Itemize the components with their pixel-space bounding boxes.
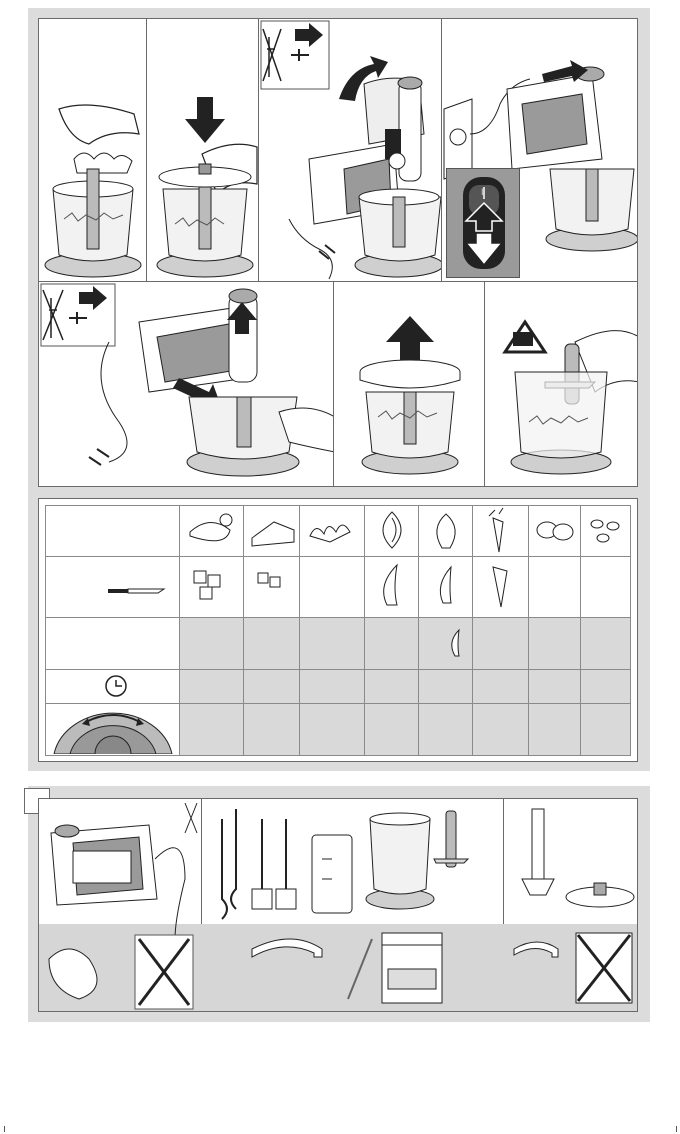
quantity-cell xyxy=(244,618,300,670)
beaters-icon xyxy=(252,819,296,909)
garlic-icon xyxy=(418,506,472,557)
step-remove-motor-illustration xyxy=(39,282,334,487)
time-cell xyxy=(418,670,472,704)
speed-cell xyxy=(244,704,300,756)
step-remove-blade-illustration xyxy=(485,282,638,487)
blender-shaft-icon xyxy=(522,809,554,895)
step-attach-motor-illustration xyxy=(259,19,442,282)
switch-icon xyxy=(447,169,521,279)
step-attach-motor xyxy=(258,18,442,282)
knife-icon xyxy=(46,557,180,618)
meat-icon xyxy=(180,506,244,557)
step-remove-lid-illustration xyxy=(334,282,485,487)
speed-cell xyxy=(364,704,418,756)
switch-inset xyxy=(446,168,520,278)
garlic-clove-icon xyxy=(418,557,472,618)
speed-cell xyxy=(528,704,580,756)
chopper-bowl-icon xyxy=(366,813,434,909)
dishwasher-icon xyxy=(382,933,442,1003)
crop-mark xyxy=(676,1126,677,1132)
time-cell xyxy=(472,670,528,704)
blade-icon xyxy=(434,811,468,867)
speed-cell xyxy=(580,704,630,756)
carrot-pieces-icon xyxy=(472,557,528,618)
no-water-icon xyxy=(135,935,193,1009)
chopper-bowl-icon xyxy=(355,189,442,277)
speed-dial-icon xyxy=(46,704,180,756)
blade-warning-icon xyxy=(505,322,545,352)
cheese-icon xyxy=(244,506,300,557)
onion-icon xyxy=(364,506,418,557)
quantity-header xyxy=(46,618,180,670)
switch-label: I xyxy=(481,187,484,197)
step-add-food-illustration xyxy=(39,19,147,282)
speed-cell xyxy=(180,704,244,756)
arrow-up-icon xyxy=(386,316,434,362)
time-cell xyxy=(244,670,300,704)
speed-cell xyxy=(300,704,364,756)
chopper-bowl-icon xyxy=(362,392,458,474)
wall-socket-icon xyxy=(444,99,472,179)
quantity-row xyxy=(46,618,631,670)
unplugged-icon xyxy=(261,21,329,89)
step-add-food xyxy=(38,18,147,282)
almond-icon xyxy=(580,506,630,557)
chopper-lid-icon xyxy=(566,883,634,907)
chopper-bowl-icon xyxy=(157,187,253,277)
quantity-cell xyxy=(418,618,472,670)
processing-table-panel xyxy=(38,498,638,762)
dough-hooks-icon xyxy=(222,809,236,919)
chopper-bowl-icon xyxy=(187,397,299,476)
time-row xyxy=(46,670,631,704)
wipe-cloth-icon xyxy=(49,949,97,999)
tap-water-icon xyxy=(252,939,322,957)
walnut-icon xyxy=(528,506,580,557)
time-cell xyxy=(180,670,244,704)
knife-preparation-row xyxy=(46,557,631,618)
herbs-icon xyxy=(300,506,364,557)
time-cell xyxy=(300,670,364,704)
cleaning-blender xyxy=(504,799,638,1012)
cheese-cubes-icon xyxy=(244,557,300,618)
lid-icon xyxy=(360,360,460,388)
quantity-cell xyxy=(528,618,580,670)
step-remove-motor xyxy=(38,281,334,487)
step-place-lid xyxy=(146,18,259,282)
crop-mark xyxy=(4,1126,5,1132)
no-immersion-icon xyxy=(185,803,197,833)
carrot-icon xyxy=(472,506,528,557)
speed-cell xyxy=(418,704,472,756)
mixer-body-icon xyxy=(51,825,185,939)
step-place-lid-illustration xyxy=(147,19,259,282)
quantity-cell xyxy=(580,618,630,670)
quantity-cell xyxy=(364,618,418,670)
unplugged-icon xyxy=(41,284,115,346)
cleaning-panel xyxy=(38,798,638,1012)
no-dishwasher-icon xyxy=(576,933,632,1003)
speed-row xyxy=(46,704,631,756)
food-row xyxy=(46,506,631,557)
onion-quarter-icon xyxy=(364,557,418,618)
motor-unit-icon xyxy=(507,60,604,169)
time-cell xyxy=(528,670,580,704)
step-plug-and-run xyxy=(441,18,638,282)
time-cell xyxy=(364,670,418,704)
tap-water-icon xyxy=(514,942,558,957)
step-remove-blade xyxy=(484,281,638,487)
speed-cell xyxy=(472,704,528,756)
chopper-bowl-icon xyxy=(45,169,141,277)
meat-cubes-icon xyxy=(180,557,244,618)
food-pieces-icon xyxy=(74,153,132,173)
beaker-icon xyxy=(312,835,352,913)
processing-table xyxy=(45,505,631,756)
chopper-bowl-icon xyxy=(511,372,611,474)
hand-icon xyxy=(59,105,139,144)
walnut-prep-empty xyxy=(528,557,580,618)
time-cell xyxy=(580,670,630,704)
herbs-prep-empty xyxy=(300,557,364,618)
almond-prep-empty xyxy=(580,557,630,618)
row-header-empty xyxy=(46,506,180,557)
step-remove-lid xyxy=(333,281,485,487)
arrow-down-icon xyxy=(185,97,225,143)
cleaning-accessories xyxy=(202,799,502,1012)
motor-unit-icon xyxy=(139,289,257,410)
clock-icon xyxy=(46,670,180,704)
quantity-cell xyxy=(180,618,244,670)
quantity-cell xyxy=(472,618,528,670)
quantity-cell xyxy=(300,618,364,670)
cleaning-motor-unit xyxy=(39,799,201,1012)
chopper-bowl-icon xyxy=(546,169,638,251)
